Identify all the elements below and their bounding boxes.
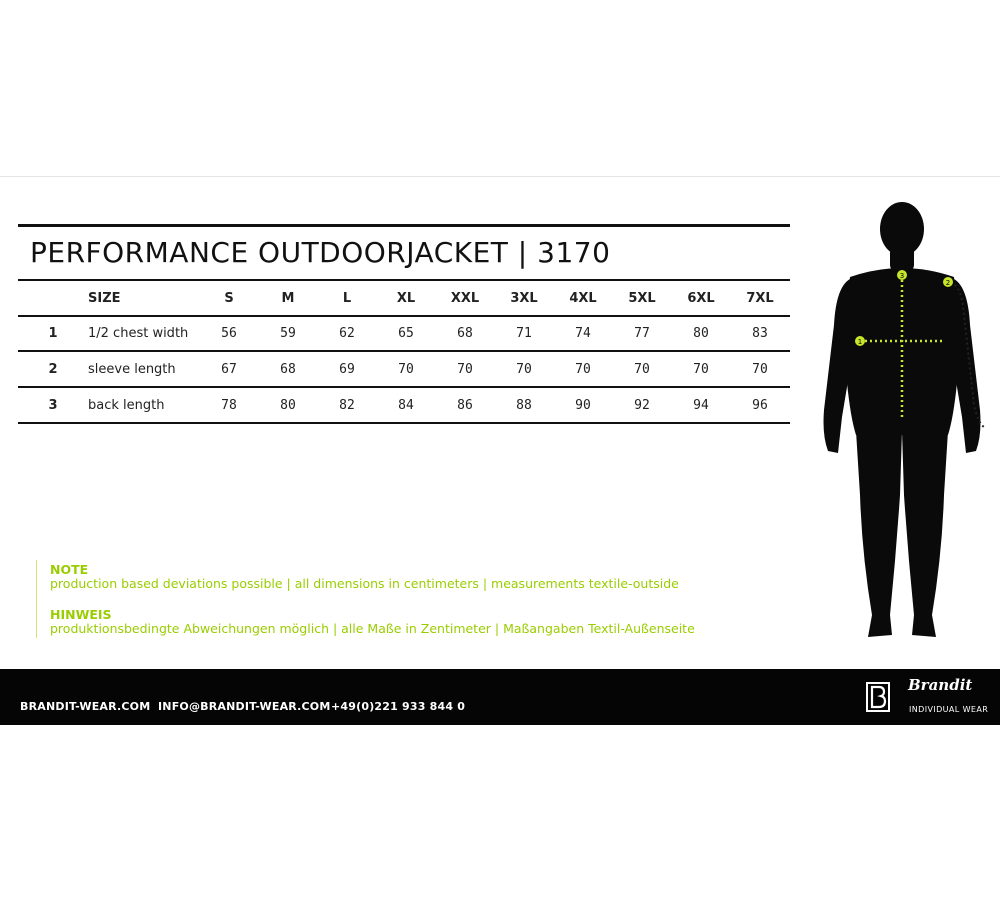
size-header: SIZE — [88, 291, 121, 306]
size-col-header: 4XL — [569, 291, 597, 306]
table-cell: 84 — [398, 398, 414, 413]
table-row — [18, 352, 790, 387]
size-col-header: 5XL — [628, 291, 656, 306]
row-rule — [18, 422, 790, 424]
table-cell: 59 — [280, 326, 296, 341]
body-measurement-figure — [810, 195, 990, 645]
brand-wordmark: Brandit — [908, 676, 973, 694]
table-cell: 65 — [398, 326, 414, 341]
table-cell: 94 — [693, 398, 709, 413]
table-cell: 70 — [398, 362, 414, 377]
row-label: sleeve length — [88, 362, 176, 377]
size-col-header: 6XL — [687, 291, 715, 306]
table-cell: 86 — [457, 398, 473, 413]
note-text: production based deviations possible | all dimensions in centimeters | measurements textile-outside — [50, 576, 679, 591]
size-col-header: L — [342, 291, 352, 306]
row-number: 3 — [48, 398, 58, 413]
table-cell: 70 — [693, 362, 709, 377]
note-accent-bar — [36, 560, 37, 638]
marker-label: 1 — [857, 338, 863, 346]
size-col-header: XL — [396, 291, 416, 306]
table-cell: 90 — [575, 398, 591, 413]
row-number: 2 — [48, 362, 58, 377]
table-cell: 67 — [221, 362, 237, 377]
table-cell: 68 — [280, 362, 296, 377]
measure-marker-3 — [897, 270, 907, 280]
table-cell: 74 — [575, 326, 591, 341]
table-row — [18, 388, 790, 423]
marker-label: 2 — [945, 279, 951, 287]
note-title: NOTE — [50, 562, 89, 577]
table-cell: 88 — [516, 398, 532, 413]
brand-logo-icon — [866, 682, 890, 712]
size-col-header: 3XL — [510, 291, 538, 306]
measure-marker-1 — [855, 336, 865, 346]
phone-number: +49(0)221 933 844 0 — [331, 700, 466, 713]
row-number: 1 — [48, 326, 58, 341]
table-cell: 70 — [516, 362, 532, 377]
size-col-header: M — [281, 291, 295, 306]
size-col-header: 7XL — [746, 291, 774, 306]
row-label: 1/2 chest width — [88, 326, 189, 341]
hinweis-text: produktionsbedingte Abweichungen möglich | alle Maße in Zentimeter | Maßangaben Textil-Außenseite — [50, 621, 695, 636]
top-rule — [18, 224, 790, 227]
email-link[interactable]: INFO@BRANDIT-WEAR.COM — [158, 700, 331, 713]
table-row — [18, 316, 790, 351]
table-cell: 80 — [280, 398, 296, 413]
table-cell: 56 — [221, 326, 237, 341]
table-cell: 62 — [339, 326, 355, 341]
table-header-row — [18, 281, 790, 316]
table-cell: 68 — [457, 326, 473, 341]
table-cell: 71 — [516, 326, 532, 341]
table-cell: 80 — [693, 326, 709, 341]
row-label: back length — [88, 398, 165, 413]
brand-tagline: INDIVIDUAL WEAR — [909, 705, 989, 714]
table-cell: 69 — [339, 362, 355, 377]
hinweis-title: HINWEIS — [50, 607, 112, 622]
table-cell: 70 — [634, 362, 650, 377]
table-cell: 92 — [634, 398, 650, 413]
table-cell: 83 — [752, 326, 768, 341]
table-cell: 70 — [575, 362, 591, 377]
table-cell: 96 — [752, 398, 768, 413]
table-cell: 77 — [634, 326, 650, 341]
size-col-header: S — [224, 291, 234, 306]
table-cell: 70 — [457, 362, 473, 377]
website-link[interactable]: BRANDIT-WEAR.COM — [20, 700, 151, 713]
size-col-header: XXL — [450, 291, 480, 306]
table-cell: 78 — [221, 398, 237, 413]
page-title: PERFORMANCE OUTDOORJACKET | 3170 — [30, 236, 611, 269]
table-cell: 82 — [339, 398, 355, 413]
measure-marker-2 — [943, 277, 953, 287]
marker-label: 3 — [899, 272, 905, 280]
table-cell: 70 — [752, 362, 768, 377]
